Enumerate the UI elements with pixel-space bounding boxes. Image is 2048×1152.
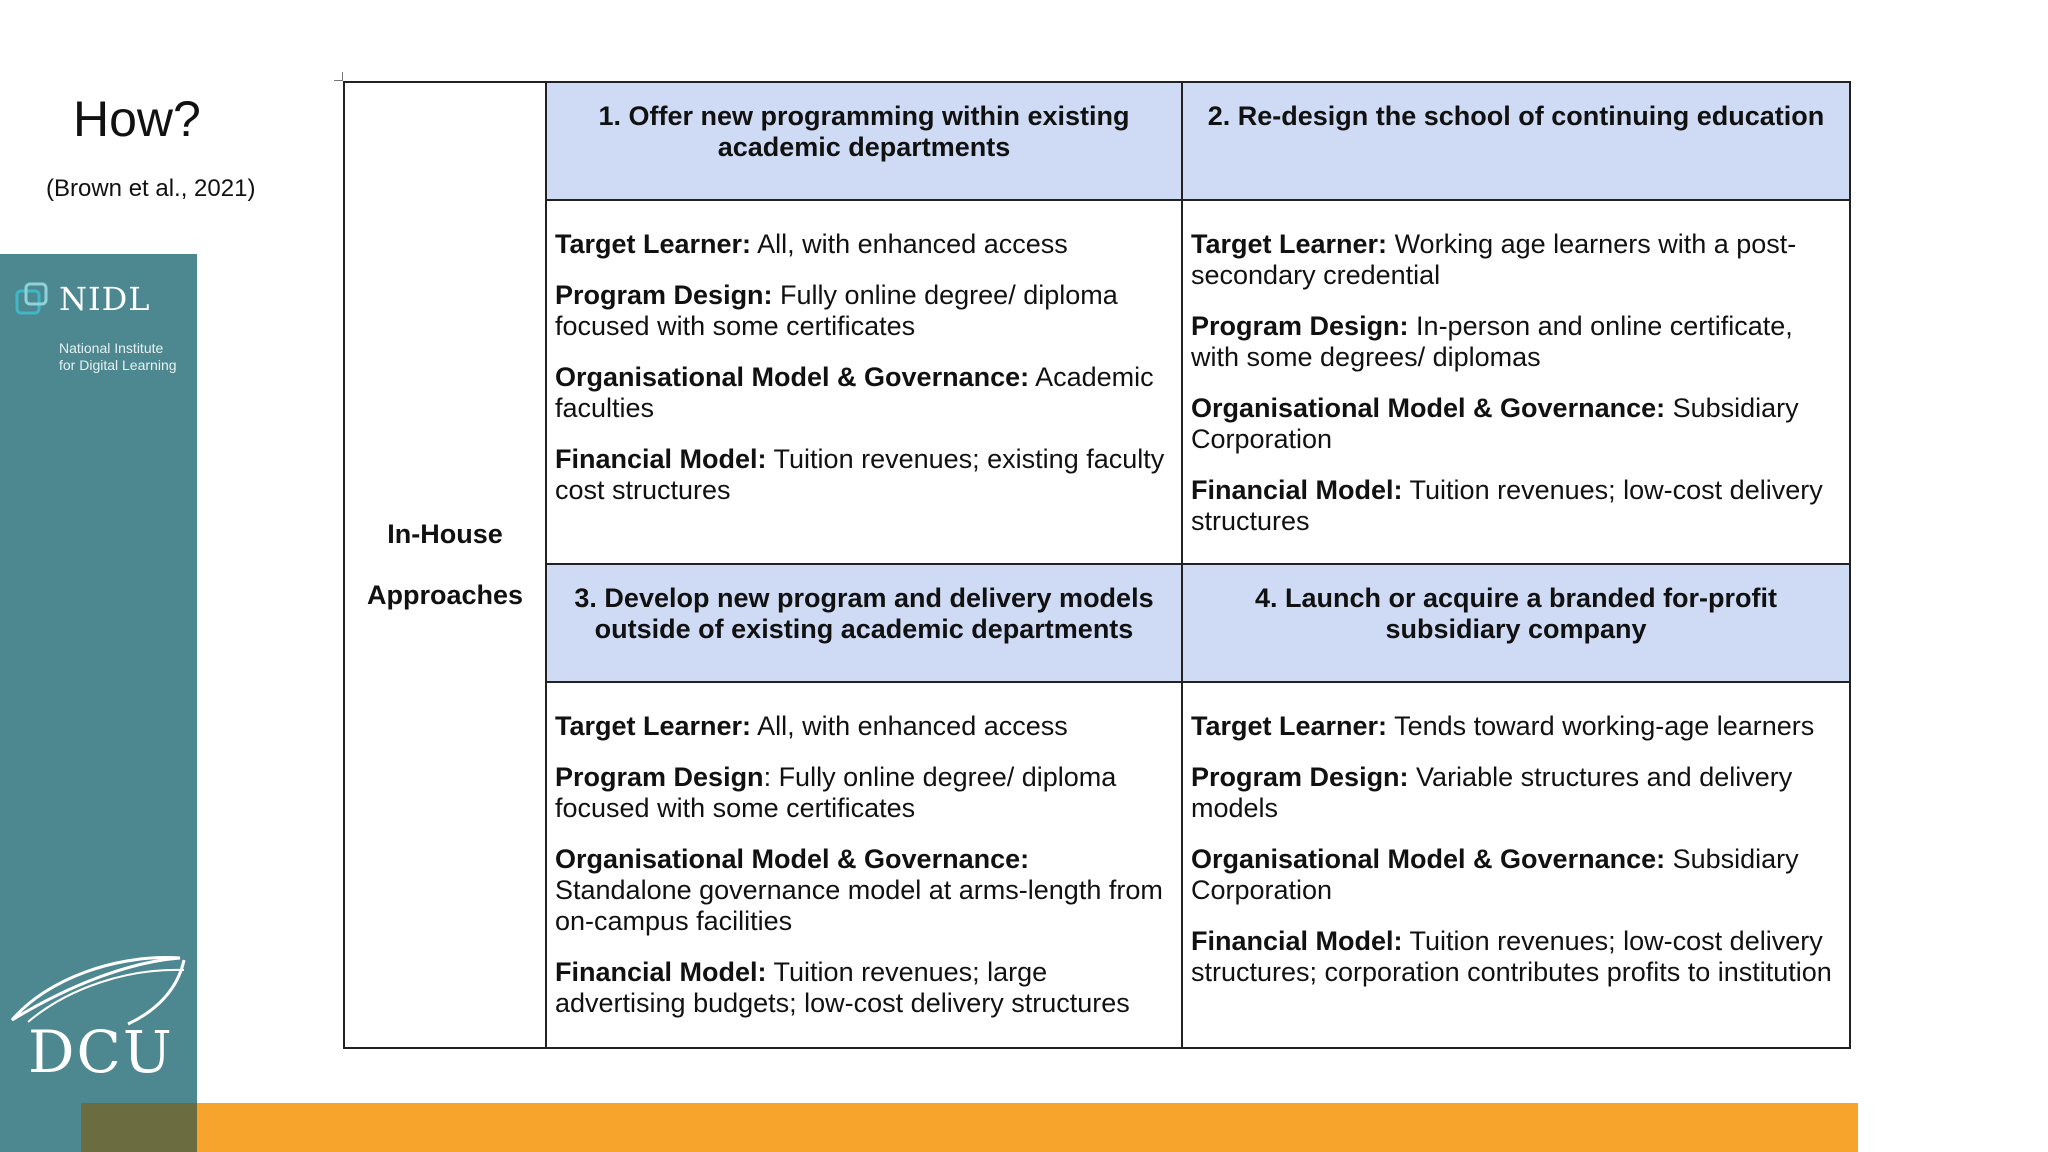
- item-governance: Organisational Model & Governance: Subsidiary Corporation: [1191, 393, 1799, 454]
- sidebar-panel: [0, 254, 197, 1152]
- table-row: [344, 564, 1850, 682]
- nidl-mark-icon: [14, 282, 50, 318]
- nidl-subtitle-line2: for Digital Learning: [59, 357, 177, 373]
- item-target-learner: Target Learner: Working age learners with a post-secondary credential: [1191, 229, 1797, 290]
- item-financial-model: Financial Model: Tuition revenues; large advertising budgets; low-cost delivery structures: [555, 957, 1130, 1018]
- cell-body-1: [546, 200, 1182, 564]
- item-financial-model: Financial Model: Tuition revenues; low-cost delivery structures; corporation contributes profits to institution: [1191, 926, 1832, 987]
- row-label-line2: Approaches: [366, 580, 524, 610]
- dcu-name: DCU: [28, 1018, 174, 1086]
- table-row: [344, 82, 1850, 200]
- cell-header-4: 4. Launch or acquire a branded for-profit subsidiary company: [1182, 564, 1850, 682]
- item-program-design: Program Design: In-person and online certificate, with some degrees/ diplomas: [1191, 311, 1793, 372]
- footer-bar-dark: [81, 1103, 197, 1152]
- item-financial-model: Financial Model: Tuition revenues; low-cost delivery structures: [1191, 475, 1823, 536]
- nidl-subtitle: [59, 340, 209, 374]
- item-governance: Organisational Model & Governance: Standalone governance model at arms-length from on-campus facilities: [555, 844, 1163, 936]
- nidl-subtitle-line1: National Institute: [59, 340, 164, 356]
- dcu-swoosh-icon: [8, 948, 188, 1028]
- item-target-learner: Target Learner: Tends toward working-age learners: [1191, 711, 1815, 741]
- corner-mark: [334, 72, 343, 81]
- nidl-name: NIDL: [59, 280, 151, 318]
- row-label: [344, 82, 546, 1048]
- item-program-design: Program Design: Fully online degree/ diploma focused with some certificates: [555, 280, 1118, 341]
- item-governance: Organisational Model & Governance: Subsidiary Corporation: [1191, 844, 1799, 905]
- table-row: [344, 682, 1850, 1048]
- cell-header-1: 1. Offer new programming within existing academic departments: [546, 82, 1182, 200]
- item-governance: Organisational Model & Governance: Academic faculties: [555, 362, 1154, 423]
- cell-body-4: [1182, 682, 1850, 1048]
- dcu-logo: [8, 948, 188, 1088]
- cell-header-2: 2. Re-design the school of continuing education: [1182, 82, 1850, 200]
- nidl-logo: [14, 274, 194, 373]
- item-target-learner: Target Learner: All, with enhanced access: [555, 711, 1068, 741]
- approaches-table: [343, 81, 1851, 1049]
- table-row: [344, 200, 1850, 564]
- citation: (Brown et al., 2021): [46, 175, 256, 202]
- cell-body-3: [546, 682, 1182, 1048]
- row-label-line1: In-House: [387, 519, 503, 549]
- item-program-design: Program Design: Fully online degree/ diploma focused with some certificates: [555, 762, 1117, 823]
- item-financial-model: Financial Model: Tuition revenues; existing faculty cost structures: [555, 444, 1165, 505]
- cell-header-3: 3. Develop new program and delivery models outside of existing academic departments: [546, 564, 1182, 682]
- item-program-design: Program Design: Variable structures and delivery models: [1191, 762, 1793, 823]
- footer-accent-bar: [197, 1103, 1858, 1152]
- slide-title: How?: [73, 91, 201, 147]
- item-target-learner: Target Learner: All, with enhanced access: [555, 229, 1068, 259]
- cell-body-2: [1182, 200, 1850, 564]
